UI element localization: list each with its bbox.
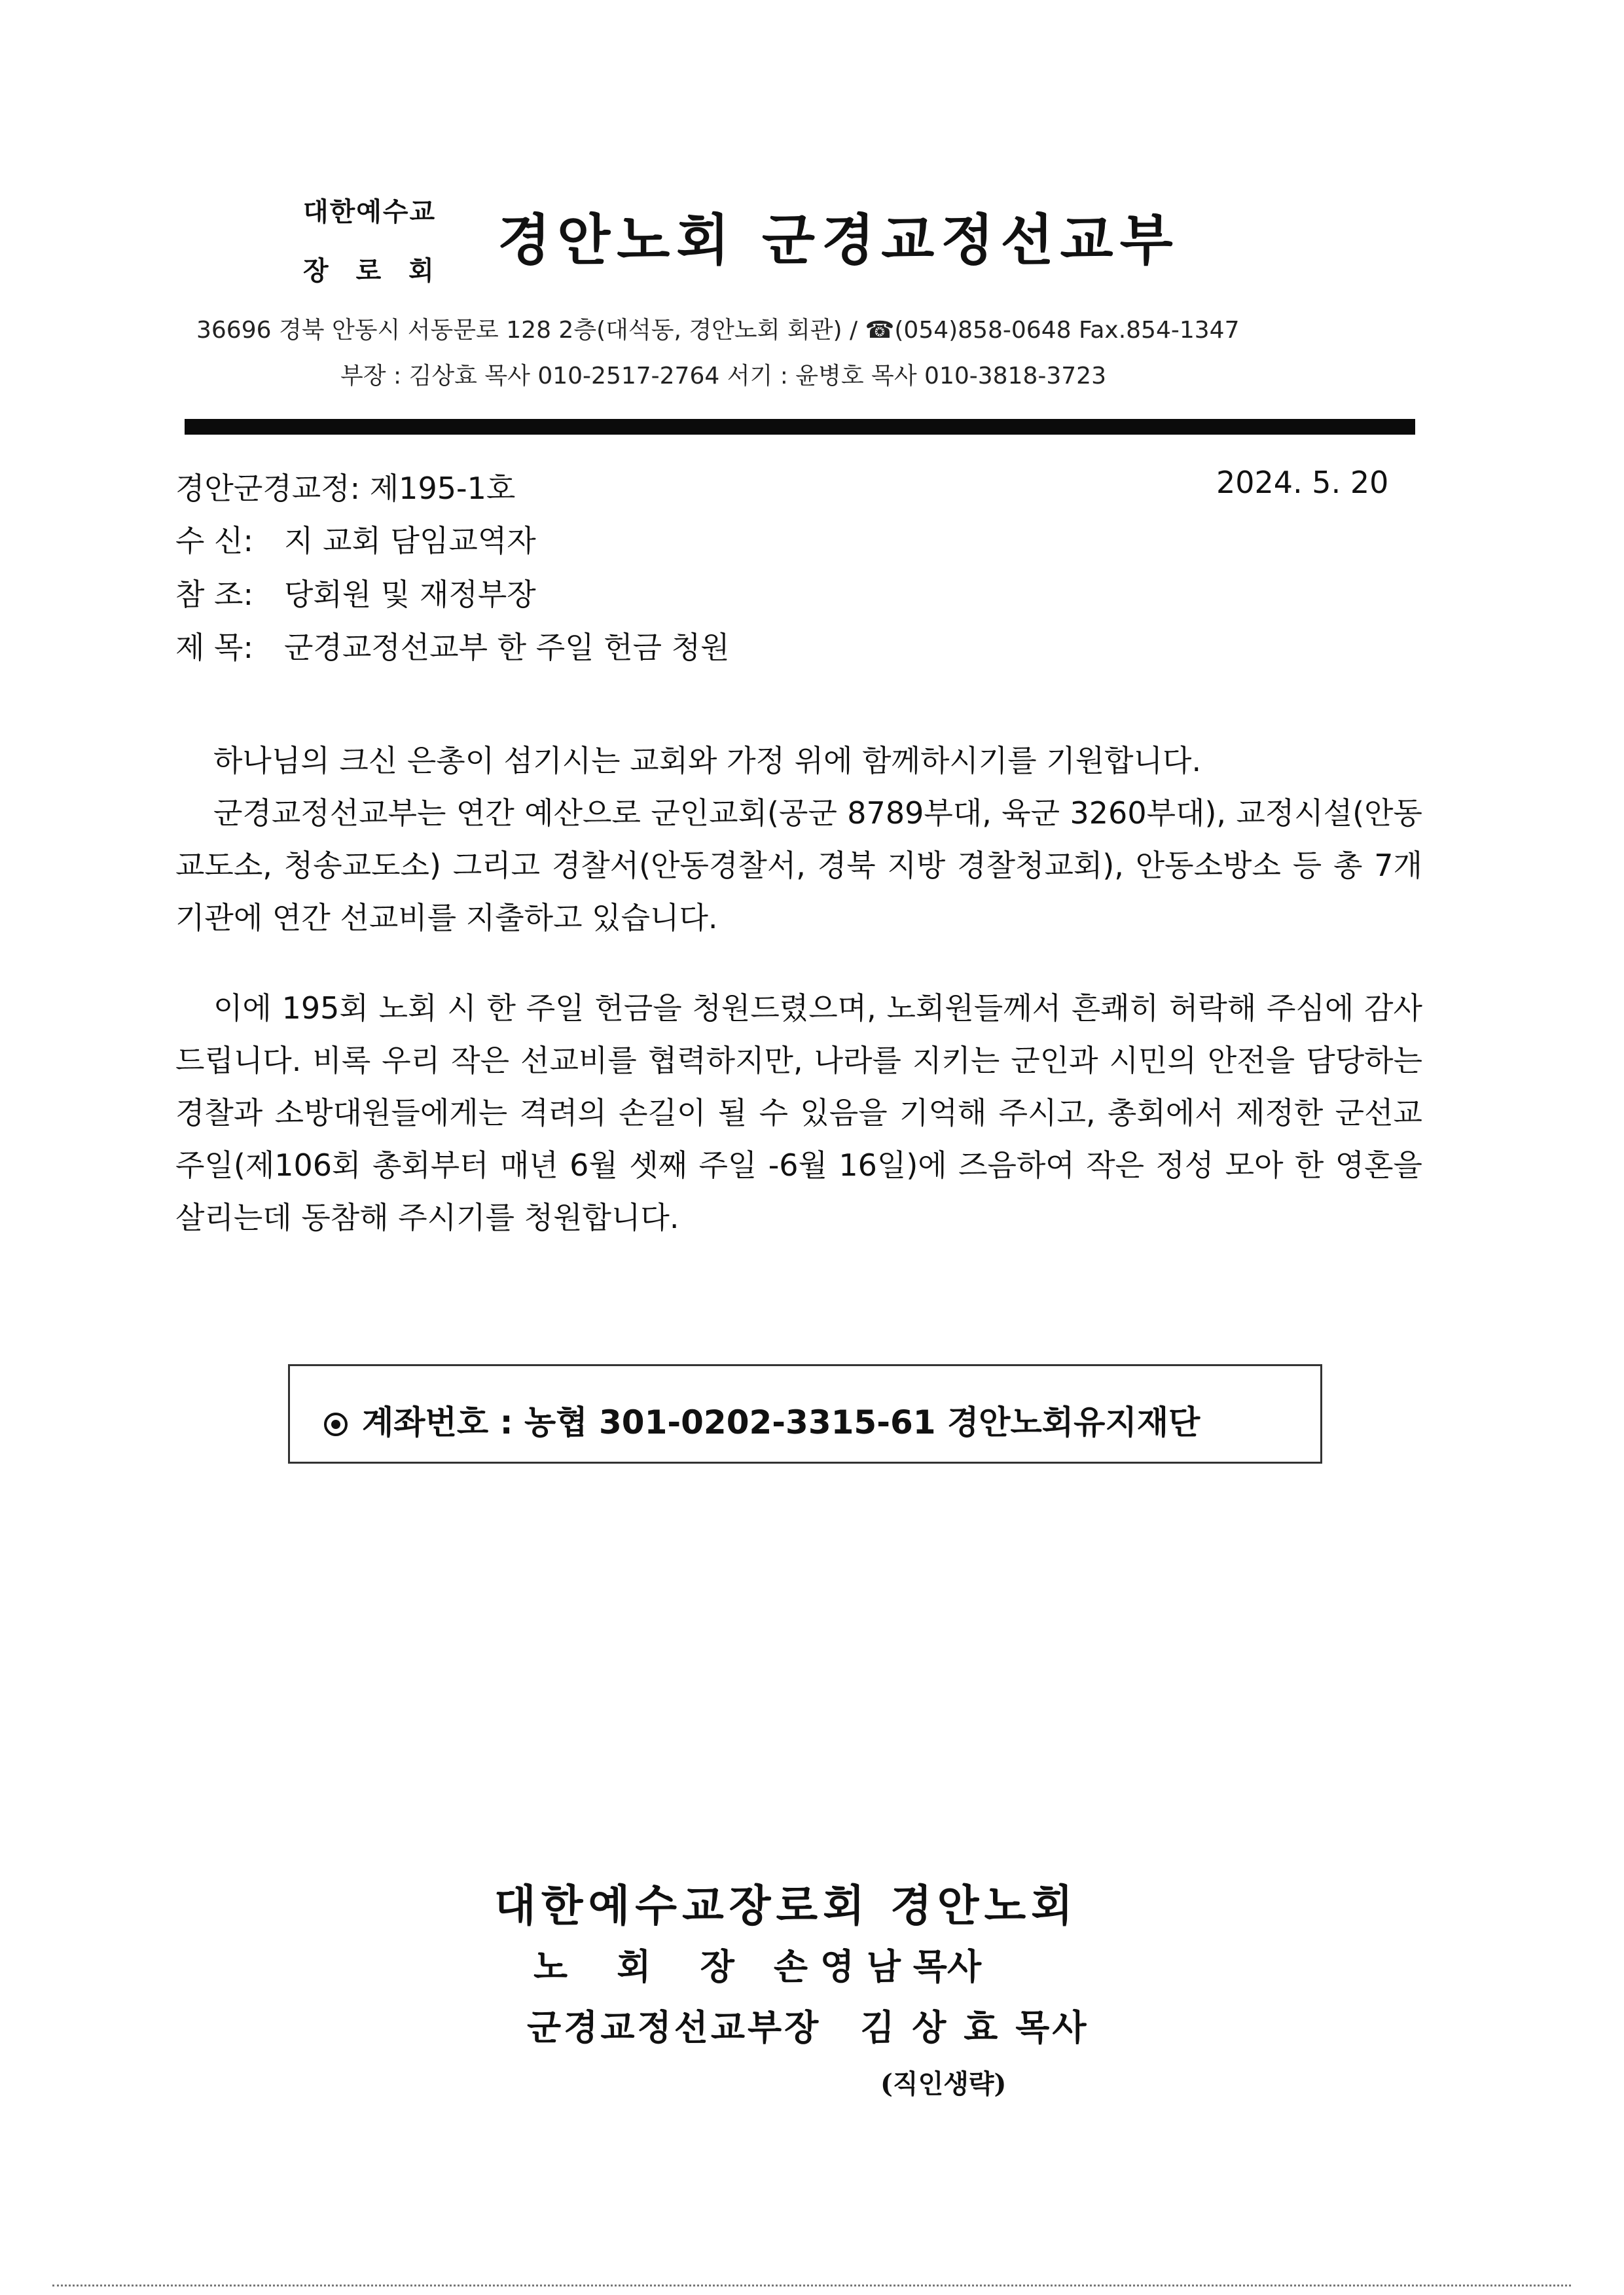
seal-omitted-note: (직인생략) bbox=[880, 2069, 1007, 2099]
contacts-line: 부장 : 김상효 목사 010-2517-2764 서기 : 윤병호 목사 010-3818-3723 bbox=[340, 363, 1106, 389]
budget-paragraph: 군경교정선교부는 연간 예산으로 군인교회(공군 8789부대, 육군 3260부대), 교정시설(안동교도소, 청송교도소) 그리고 경찰서(안동경찰서, 경북 지방 경찰청교회), 안동소방소 등 총 7개 기관에 연간 선교비를 지출하고 있습니다. bbox=[175, 795, 1422, 935]
signature-name-1: 손 영 남 목사 bbox=[773, 1945, 982, 1987]
bullet-icon bbox=[324, 1413, 348, 1436]
reference-line bbox=[175, 571, 536, 614]
address-line: 36696 경북 안동시 서동문로 128 2층(대석동, 경안노회 회관) / ☎(054)858-0648 Fax.854-1347 bbox=[196, 317, 1240, 344]
recipient-value: 지 교회 담임교역자 bbox=[284, 523, 536, 558]
org-name-line2: 장 로 회 bbox=[303, 256, 443, 286]
request-paragraph: 이에 195회 노회 시 한 주일 헌금을 청원드렸으며, 노회원들께서 흔쾌히 허락해 주심에 감사드립니다. 비록 우리 작은 선교비를 협력하지만, 나라를 지키는 군인과 시민의 안전을 담당하는 경찰과 소방대원들에게는 격려의 손길이 될 수 있음을 기억해 주시고, 총회에서 제정한 군선교 주일(제106회 총회부터 매년 6월 셋째 주일 -6월 16일)에 즈음하여 작은 정성 모아 한 영혼을 살리는데 동참해 주시기를 청원합니다. bbox=[175, 990, 1422, 1235]
account-box bbox=[288, 1364, 1322, 1464]
subject-label: 제 목: bbox=[175, 630, 253, 665]
document-date: 2024. 5. 20 bbox=[1216, 465, 1389, 500]
recipient-line bbox=[175, 517, 536, 560]
body-paragraph-group-1 bbox=[175, 734, 1422, 944]
signature-line-2 bbox=[527, 2000, 1089, 2050]
page-bottom-line bbox=[52, 2285, 1571, 2286]
signature-line-1 bbox=[533, 1939, 981, 1989]
signature-name-2: 김 상 효 목사 bbox=[860, 2006, 1089, 2048]
reference-value: 당회원 및 재정부장 bbox=[284, 577, 536, 612]
header-rule bbox=[185, 419, 1415, 435]
recipient-label: 수 신: bbox=[175, 523, 253, 558]
department-title: 경안노회 군경교정선교부 bbox=[497, 208, 1180, 272]
subject-value: 군경교정선교부 한 주일 헌금 청원 bbox=[284, 630, 730, 665]
document-number: 경안군경교정: 제195-1호 bbox=[175, 471, 516, 506]
body-paragraph-group-2 bbox=[175, 982, 1422, 1244]
signature-role-2: 군경교정선교부장 bbox=[527, 2006, 821, 2048]
org-name-line1: 대한예수교 bbox=[303, 197, 437, 227]
signature-organization: 대한예수교장로회 경안노회 bbox=[494, 1880, 1079, 1931]
account-text: 계좌번호 : 농협 301-0202-3315-61 경안노회유지재단 bbox=[362, 1403, 1200, 1441]
signature-role-1: 노 회 장 bbox=[533, 1945, 734, 1987]
reference-label: 참 조: bbox=[175, 577, 253, 612]
subject-line bbox=[175, 624, 730, 667]
account-line bbox=[324, 1396, 1200, 1443]
greeting-paragraph: 하나님의 크신 은총이 섬기시는 교회와 가정 위에 함께하시기를 기원합니다. bbox=[213, 743, 1202, 778]
